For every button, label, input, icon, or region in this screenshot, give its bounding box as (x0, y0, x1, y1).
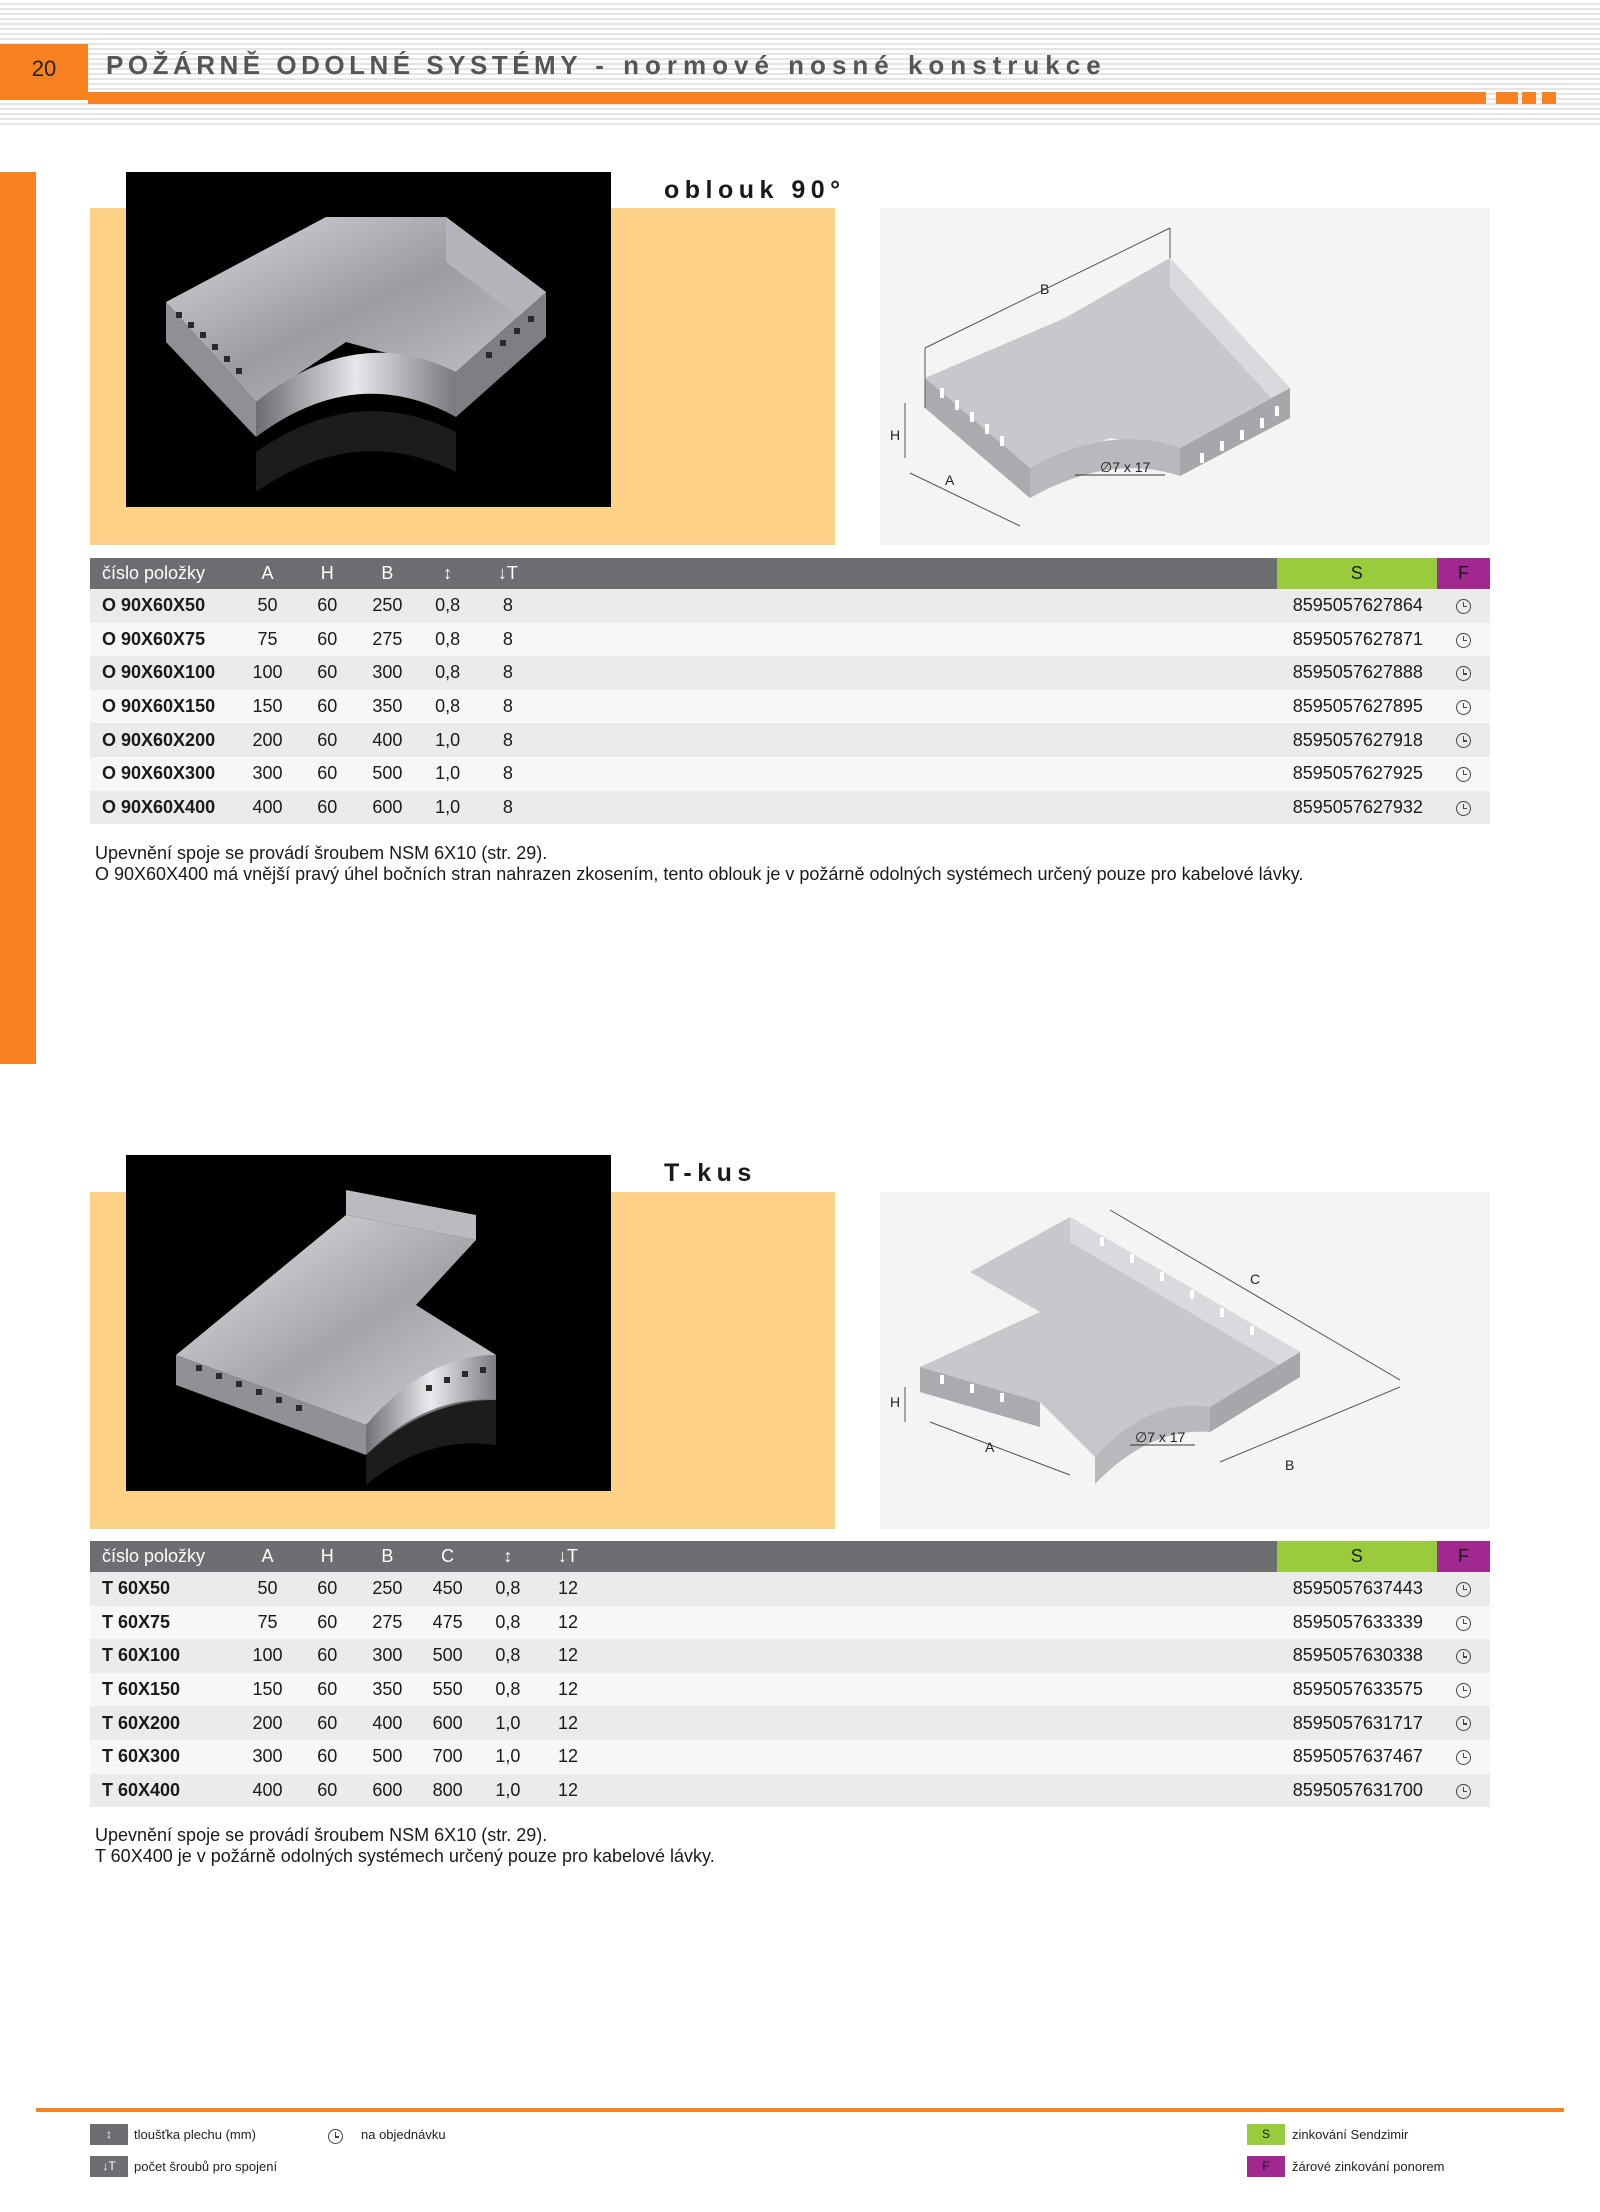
cell-thickness: 0,8 (478, 1572, 538, 1606)
cell-bolts: 8 (478, 757, 538, 791)
cell-b: 250 (357, 589, 417, 623)
cell-f (1437, 1774, 1490, 1808)
cell-ean: 8595057627871 (1277, 623, 1437, 657)
cell-spacer (598, 1673, 1277, 1707)
item-name: O 90X60X75 (90, 623, 238, 657)
cell-b: 350 (357, 1673, 417, 1707)
item-name: O 90X60X150 (90, 690, 238, 724)
table-row (90, 1740, 1490, 1774)
cell-thickness: 0,8 (418, 623, 478, 657)
cell-ean: 8595057627932 (1277, 791, 1437, 825)
legend-f: žárové zinkování ponorem (1292, 2159, 1445, 2174)
cell-b: 275 (357, 623, 417, 657)
cell-f (1437, 757, 1490, 791)
cell-a: 400 (238, 791, 297, 825)
header-square (1542, 92, 1556, 104)
dim-label-c: C (1250, 1271, 1261, 1287)
table-row (90, 656, 1490, 690)
clock-icon (1456, 1616, 1471, 1631)
cell-c: 500 (418, 1639, 478, 1673)
item-name: O 90X60X400 (90, 791, 238, 825)
cell-h: 60 (297, 723, 357, 757)
cell-a: 50 (238, 589, 297, 623)
col-header-b: B (357, 558, 417, 589)
cell-a: 150 (238, 690, 297, 724)
header-square (1496, 92, 1518, 104)
cell-h: 60 (297, 1706, 357, 1740)
cell-thickness: 1,0 (478, 1706, 538, 1740)
cell-b: 300 (357, 1639, 417, 1673)
cell-f (1437, 791, 1490, 825)
cell-thickness: 0,8 (418, 690, 478, 724)
spec-table-elbow (90, 558, 1490, 824)
cell-bolts: 12 (538, 1740, 598, 1774)
item-name: O 90X60X50 (90, 589, 238, 623)
cell-b: 600 (357, 1774, 417, 1808)
cell-c: 550 (418, 1673, 478, 1707)
cell-thickness: 1,0 (418, 757, 478, 791)
cell-bolts: 12 (538, 1639, 598, 1673)
legend-bolts: počet šroubů pro spojení (134, 2159, 278, 2174)
col-header-spacer (538, 558, 1277, 589)
cell-spacer (598, 1706, 1277, 1740)
table-header-row (90, 558, 1490, 589)
col-header-f: F (1437, 558, 1490, 589)
col-header-item: číslo položky (90, 558, 238, 589)
dim-label-hole: ∅7 x 17 (1135, 1429, 1186, 1445)
col-header-s: S (1277, 558, 1437, 589)
cell-b: 400 (357, 723, 417, 757)
cell-spacer (598, 1774, 1277, 1808)
col-header-item: číslo položky (90, 1541, 238, 1572)
cell-bolts: 12 (538, 1606, 598, 1640)
item-name: O 90X60X100 (90, 656, 238, 690)
cell-f (1437, 623, 1490, 657)
legend-s: zinkování Sendzimir (1292, 2127, 1409, 2142)
cell-bolts: 8 (478, 791, 538, 825)
item-name: T 60X150 (90, 1673, 238, 1707)
cell-b: 400 (357, 1706, 417, 1740)
col-header-h: H (297, 1541, 357, 1572)
col-header-f: F (1437, 1541, 1490, 1572)
page-title (106, 50, 1107, 81)
note-line: Upevnění spoje se provádí šroubem NSM 6X10 (str. 29). (95, 843, 548, 863)
cell-h: 60 (297, 757, 357, 791)
cell-ean: 8595057627925 (1277, 757, 1437, 791)
cell-a: 200 (238, 723, 297, 757)
cell-c: 700 (418, 1740, 478, 1774)
dim-label-h: H (890, 1394, 901, 1410)
clock-icon (328, 2129, 343, 2144)
cell-thickness: 1,0 (478, 1774, 538, 1808)
cell-h: 60 (297, 1740, 357, 1774)
col-header-c: C (418, 1541, 478, 1572)
clock-icon (1456, 1750, 1471, 1765)
cell-h: 60 (297, 589, 357, 623)
cell-f (1437, 1606, 1490, 1640)
cell-h: 60 (297, 623, 357, 657)
table-row (90, 1606, 1490, 1640)
col-header-b: B (357, 1541, 417, 1572)
table-row (90, 623, 1490, 657)
col-header-bolts: ↓T (478, 558, 538, 589)
col-header-thickness: ↕ (418, 558, 478, 589)
title-main: POŽÁRNĚ ODOLNÉ SYSTÉMY (106, 50, 583, 80)
product-photo-tee (126, 1155, 611, 1491)
col-header-a: A (238, 558, 297, 589)
table-row (90, 723, 1490, 757)
cell-f (1437, 1673, 1490, 1707)
cell-a: 100 (238, 656, 297, 690)
cell-spacer (598, 1606, 1277, 1640)
item-name: T 60X200 (90, 1706, 238, 1740)
cell-spacer (598, 1572, 1277, 1606)
cell-spacer (598, 1740, 1277, 1774)
cell-spacer (538, 791, 1277, 825)
item-name: T 60X100 (90, 1639, 238, 1673)
clock-icon (1456, 1683, 1471, 1698)
cell-ean: 8595057633575 (1277, 1673, 1437, 1707)
clock-icon (1456, 767, 1471, 782)
cell-b: 300 (357, 656, 417, 690)
header-square (1522, 92, 1536, 104)
cell-b: 500 (357, 757, 417, 791)
item-name: T 60X50 (90, 1572, 238, 1606)
cell-ean: 8595057631700 (1277, 1774, 1437, 1808)
clock-icon (1456, 599, 1471, 614)
cell-bolts: 12 (538, 1706, 598, 1740)
cell-spacer (538, 623, 1277, 657)
spec-table-tee (90, 1541, 1490, 1807)
section-title-tee: T-kus (664, 1159, 757, 1187)
clock-icon (1456, 1716, 1471, 1731)
clock-icon (1456, 700, 1471, 715)
cell-c: 800 (418, 1774, 478, 1808)
item-name: T 60X300 (90, 1740, 238, 1774)
table-row (90, 1774, 1490, 1808)
side-accent-bar (0, 172, 36, 1064)
cell-ean: 8595057637467 (1277, 1740, 1437, 1774)
col-header-spacer (598, 1541, 1277, 1572)
cell-b: 275 (357, 1606, 417, 1640)
clock-icon (1456, 1784, 1471, 1799)
table-row (90, 1572, 1490, 1606)
cell-bolts: 8 (478, 723, 538, 757)
cell-ean: 8595057627888 (1277, 656, 1437, 690)
dim-label-hole: ∅7 x 17 (1100, 459, 1151, 475)
cell-f (1437, 589, 1490, 623)
cell-ean: 8595057631717 (1277, 1706, 1437, 1740)
f-key: F (1247, 2156, 1285, 2177)
title-sub: - normové nosné konstrukce (582, 50, 1107, 80)
cell-spacer (598, 1639, 1277, 1673)
item-name: O 90X60X200 (90, 723, 238, 757)
table-row (90, 791, 1490, 825)
cell-f (1437, 656, 1490, 690)
col-header-h: H (297, 558, 357, 589)
cell-a: 50 (238, 1572, 297, 1606)
cell-f (1437, 690, 1490, 724)
cell-h: 60 (297, 1774, 357, 1808)
dim-label-a: A (985, 1439, 995, 1455)
legend-on-order: na objednávku (361, 2127, 446, 2142)
cell-c: 450 (418, 1572, 478, 1606)
note-line: O 90X60X400 má vnější pravý úhel bočních stran nahrazen zkosením, tento oblouk je v požárně odolných systémech určený pouze pro kabelové lávky. (95, 864, 1304, 884)
note-line: T 60X400 je v požárně odolných systémech určený pouze pro kabelové lávky. (95, 1846, 715, 1866)
cell-f (1437, 1639, 1490, 1673)
cell-bolts: 8 (478, 623, 538, 657)
cell-c: 600 (418, 1706, 478, 1740)
clock-icon (1456, 1649, 1471, 1664)
dim-label-h: H (890, 427, 901, 443)
col-header-s: S (1277, 1541, 1437, 1572)
cell-b: 250 (357, 1572, 417, 1606)
cell-f (1437, 1572, 1490, 1606)
section-title-elbow: oblouk 90° (664, 176, 846, 204)
table-row (90, 1706, 1490, 1740)
bolts-icon: ↓T (90, 2156, 128, 2177)
table-row (90, 1639, 1490, 1673)
cell-spacer (538, 656, 1277, 690)
cell-a: 75 (238, 1606, 297, 1640)
cell-ean: 8595057627918 (1277, 723, 1437, 757)
clock-icon (1456, 666, 1471, 681)
cell-bolts: 8 (478, 690, 538, 724)
cell-a: 300 (238, 757, 297, 791)
item-name: O 90X60X300 (90, 757, 238, 791)
table-header-row (90, 1541, 1490, 1572)
s-key: S (1247, 2124, 1285, 2145)
cell-a: 100 (238, 1639, 297, 1673)
technical-drawing-tee (880, 1192, 1490, 1529)
cell-b: 500 (357, 1740, 417, 1774)
cell-h: 60 (297, 1572, 357, 1606)
table-row (90, 690, 1490, 724)
header-orange-bar (88, 92, 1486, 104)
cell-ean: 8595057627864 (1277, 589, 1437, 623)
cell-a: 75 (238, 623, 297, 657)
cell-bolts: 12 (538, 1572, 598, 1606)
cell-bolts: 12 (538, 1774, 598, 1808)
cell-f (1437, 1740, 1490, 1774)
cell-a: 200 (238, 1706, 297, 1740)
footer-divider (36, 2108, 1564, 2112)
cell-h: 60 (297, 690, 357, 724)
cell-b: 350 (357, 690, 417, 724)
notes-tee (95, 1825, 715, 1867)
cell-spacer (538, 723, 1277, 757)
thickness-icon: ↕ (90, 2124, 128, 2145)
cell-a: 300 (238, 1740, 297, 1774)
dim-label-b: B (1040, 281, 1050, 297)
cell-ean: 8595057637443 (1277, 1572, 1437, 1606)
cell-spacer (538, 690, 1277, 724)
table-row (90, 589, 1490, 623)
cell-a: 150 (238, 1673, 297, 1707)
dim-label-b: B (1285, 1457, 1295, 1473)
clock-icon (1456, 1582, 1471, 1597)
cell-thickness: 1,0 (418, 791, 478, 825)
product-photo-elbow (126, 172, 611, 507)
cell-h: 60 (297, 656, 357, 690)
table-row (90, 1673, 1490, 1707)
cell-b: 600 (357, 791, 417, 825)
cell-thickness: 0,8 (478, 1673, 538, 1707)
table-row (90, 757, 1490, 791)
cell-h: 60 (297, 791, 357, 825)
cell-spacer (538, 589, 1277, 623)
cell-ean: 8595057630338 (1277, 1639, 1437, 1673)
cell-spacer (538, 757, 1277, 791)
cell-thickness: 1,0 (478, 1740, 538, 1774)
legend-thickness: tloušťka plechu (mm) (134, 2127, 256, 2142)
cell-thickness: 0,8 (478, 1606, 538, 1640)
cell-f (1437, 723, 1490, 757)
clock-icon (1456, 733, 1471, 748)
item-name: T 60X75 (90, 1606, 238, 1640)
legend-clock-icon (328, 2128, 343, 2146)
cell-bolts: 12 (538, 1673, 598, 1707)
item-name: T 60X400 (90, 1774, 238, 1808)
cell-a: 400 (238, 1774, 297, 1808)
note-line: Upevnění spoje se provádí šroubem NSM 6X10 (str. 29). (95, 1825, 548, 1845)
col-header-bolts: ↓T (538, 1541, 598, 1572)
cell-ean: 8595057633339 (1277, 1606, 1437, 1640)
cell-thickness: 1,0 (418, 723, 478, 757)
notes-elbow (95, 843, 1303, 885)
col-header-a: A (238, 1541, 297, 1572)
col-header-thickness: ↕ (478, 1541, 538, 1572)
clock-icon (1456, 633, 1471, 648)
cell-thickness: 0,8 (418, 656, 478, 690)
technical-drawing-elbow (880, 208, 1490, 545)
page-number: 20 (0, 44, 88, 100)
cell-thickness: 0,8 (478, 1639, 538, 1673)
cell-f (1437, 1706, 1490, 1740)
cell-bolts: 8 (478, 589, 538, 623)
clock-icon (1456, 801, 1471, 816)
cell-c: 475 (418, 1606, 478, 1640)
cell-thickness: 0,8 (418, 589, 478, 623)
cell-h: 60 (297, 1673, 357, 1707)
cell-h: 60 (297, 1639, 357, 1673)
dim-label-a: A (945, 472, 955, 488)
cell-bolts: 8 (478, 656, 538, 690)
cell-ean: 8595057627895 (1277, 690, 1437, 724)
cell-h: 60 (297, 1606, 357, 1640)
